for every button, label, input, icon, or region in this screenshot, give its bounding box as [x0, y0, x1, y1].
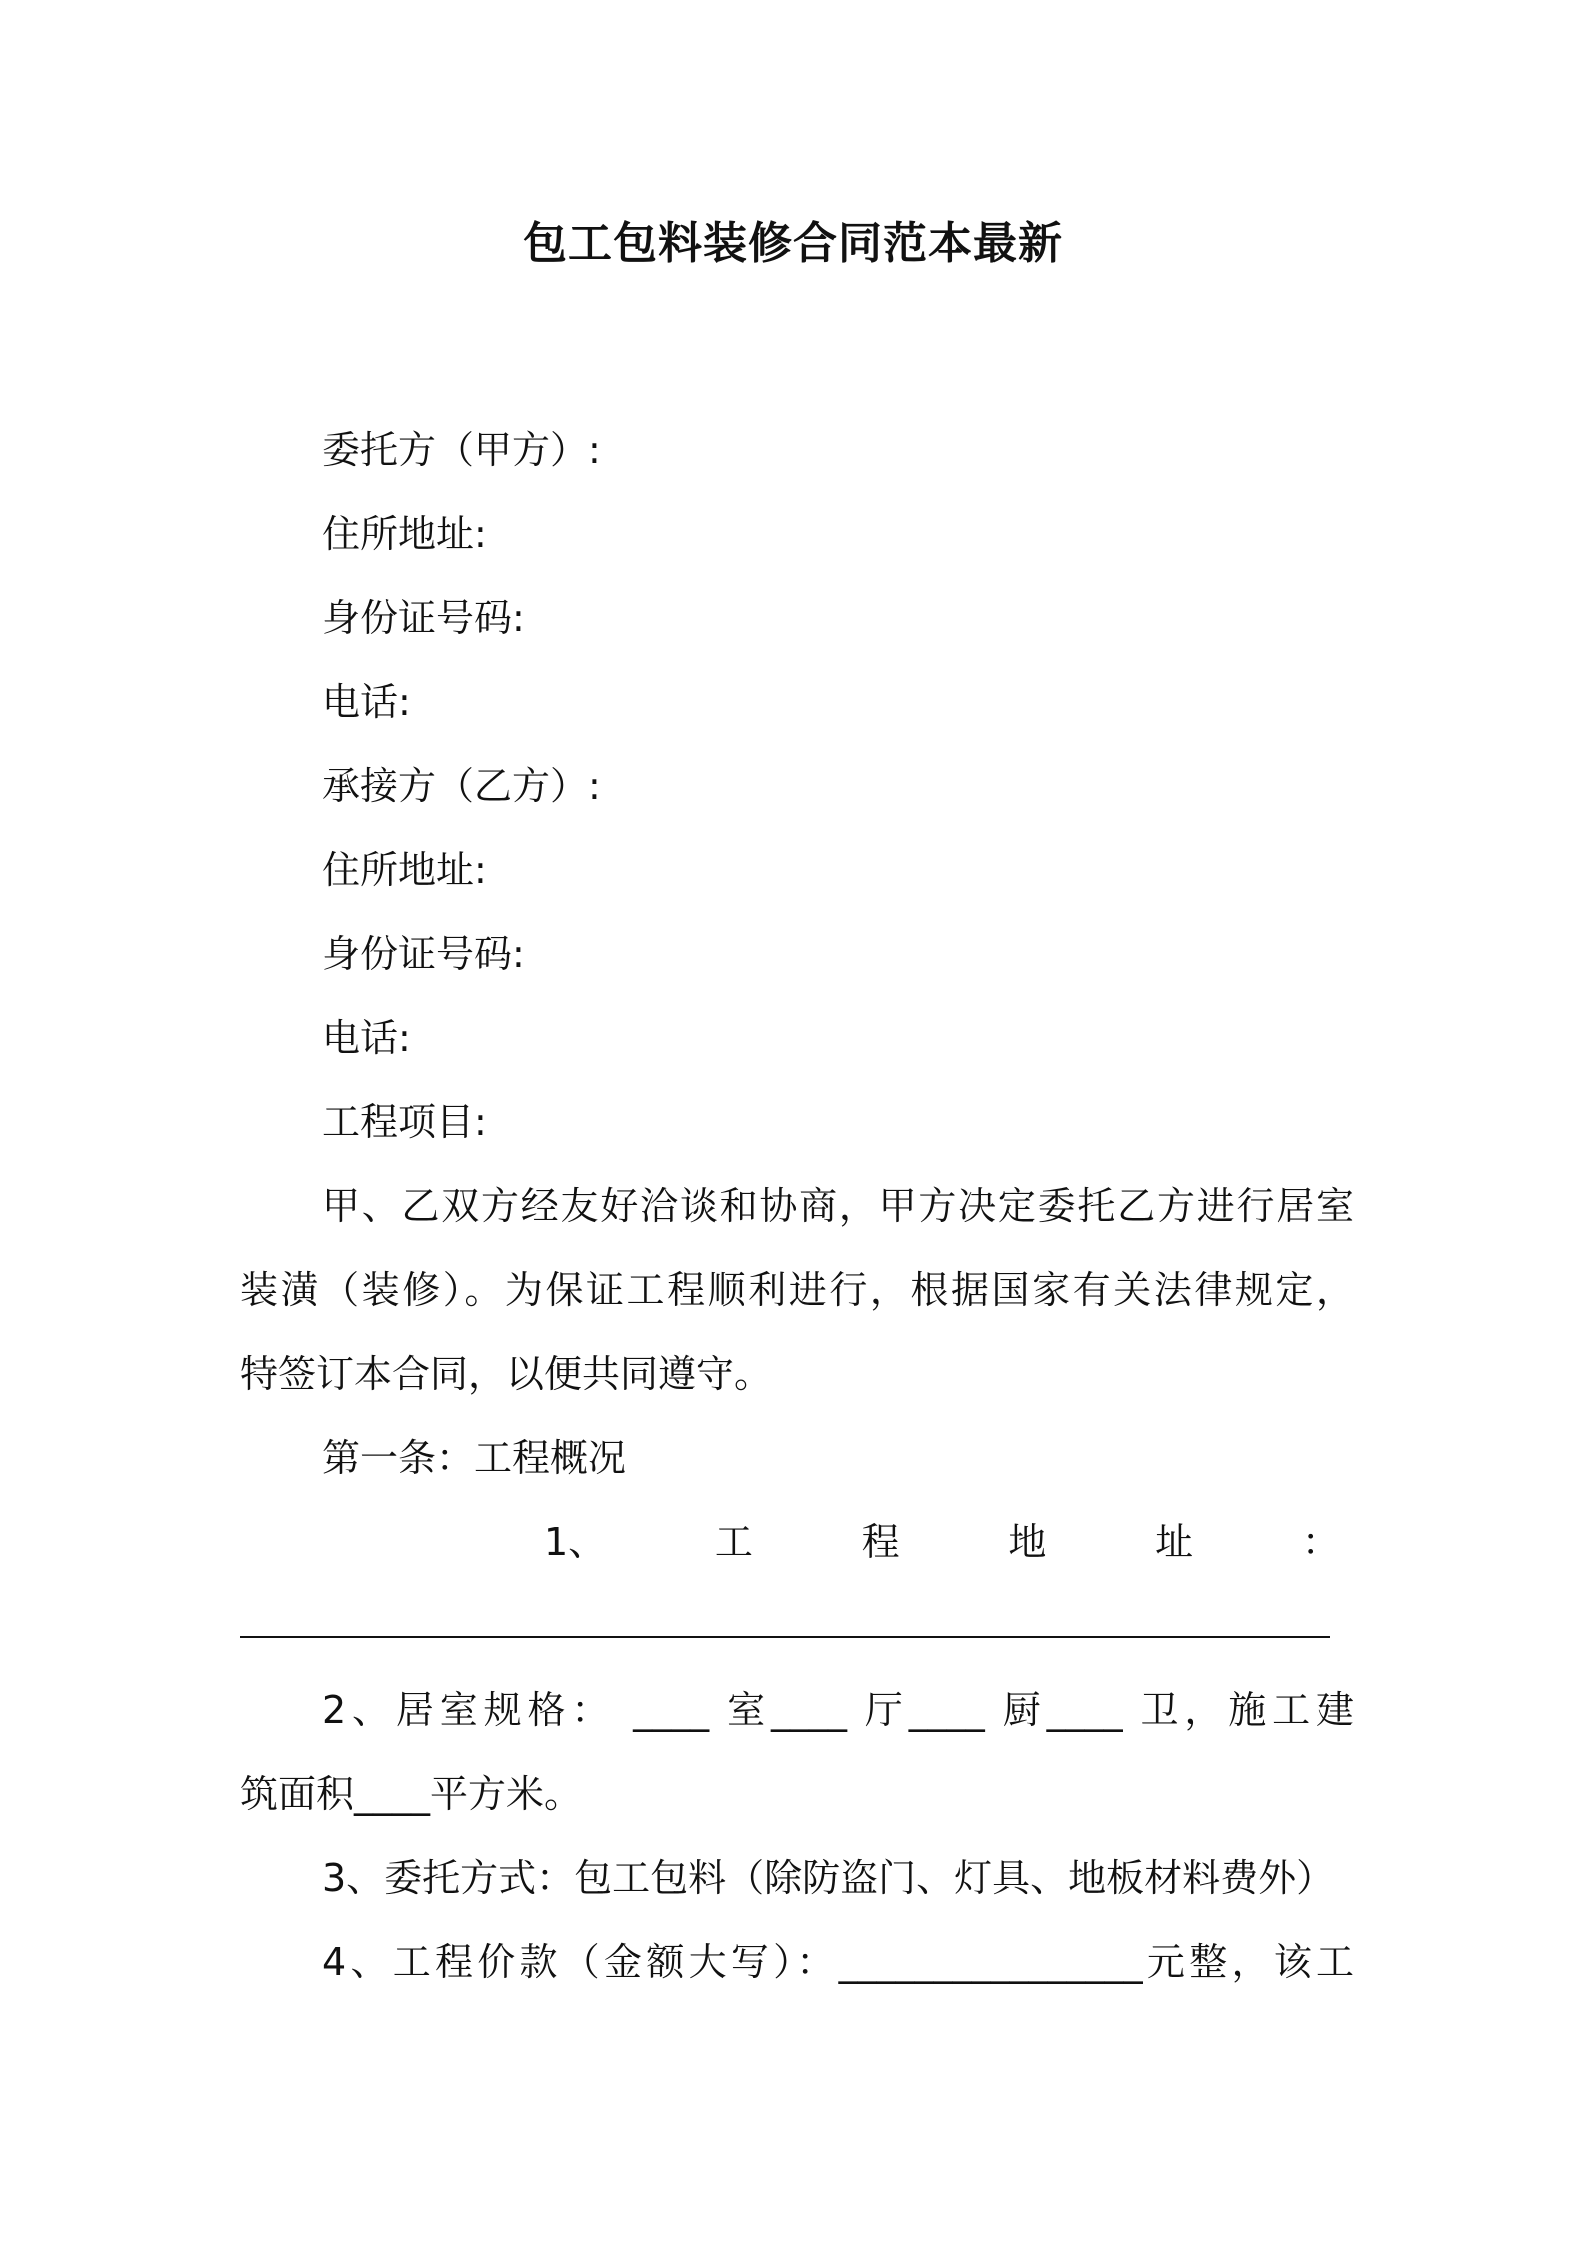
intro-line-3: 特签订本合同，以便共同遵守。	[240, 1352, 773, 1396]
article-1-item-2-line-1: 2、居室规格： ____ 室____ 厅____ 厨____ 卫，施工建	[322, 1688, 1354, 1732]
party-a-address: 住所地址:	[322, 512, 487, 556]
address-blank-line	[240, 1584, 1354, 1668]
party-a-label: 委托方（甲方）:	[322, 428, 601, 472]
party-a-phone: 电话:	[322, 680, 411, 724]
article-1-item-4: 4、工程价款（金额大写）：________________元整，该工	[322, 1940, 1354, 1984]
article-1-item-3: 3、委托方式：包工包料（除防盗门、灯具、地板材料费外）	[322, 1856, 1335, 1900]
document-body	[240, 408, 1354, 2004]
intro-line-2: 装潢（装修）。为保证工程顺利进行，根据国家有关法律规定，	[240, 1268, 1354, 1312]
article-1-item-2-line-2: 筑面积____平方米。	[240, 1772, 583, 1816]
item-1-char-1: 工	[714, 1520, 753, 1564]
item-1-char-4: 址	[1155, 1520, 1194, 1564]
intro-line-1: 甲、乙双方经友好洽谈和协商，甲方决定委托乙方进行居室	[322, 1184, 1354, 1228]
party-b-id-number: 身份证号码:	[322, 932, 525, 976]
item-1-number: 1、	[544, 1520, 607, 1564]
item-1-char-2: 程	[861, 1520, 900, 1564]
project-label: 工程项目:	[322, 1100, 487, 1144]
article-1-item-1	[240, 1500, 1354, 1584]
party-b-label: 承接方（乙方）:	[322, 764, 601, 808]
document-title: 包工包料装修合同范本最新	[523, 218, 1063, 269]
party-a-id-number: 身份证号码:	[322, 596, 525, 640]
article-1-heading: 第一条：工程概况	[322, 1436, 627, 1480]
party-b-address: 住所地址:	[322, 848, 487, 892]
party-b-phone: 电话:	[322, 1016, 411, 1060]
address-underline	[240, 1636, 1330, 1638]
item-1-colon: ：	[1301, 1520, 1340, 1564]
item-1-char-3: 地	[1008, 1520, 1047, 1564]
